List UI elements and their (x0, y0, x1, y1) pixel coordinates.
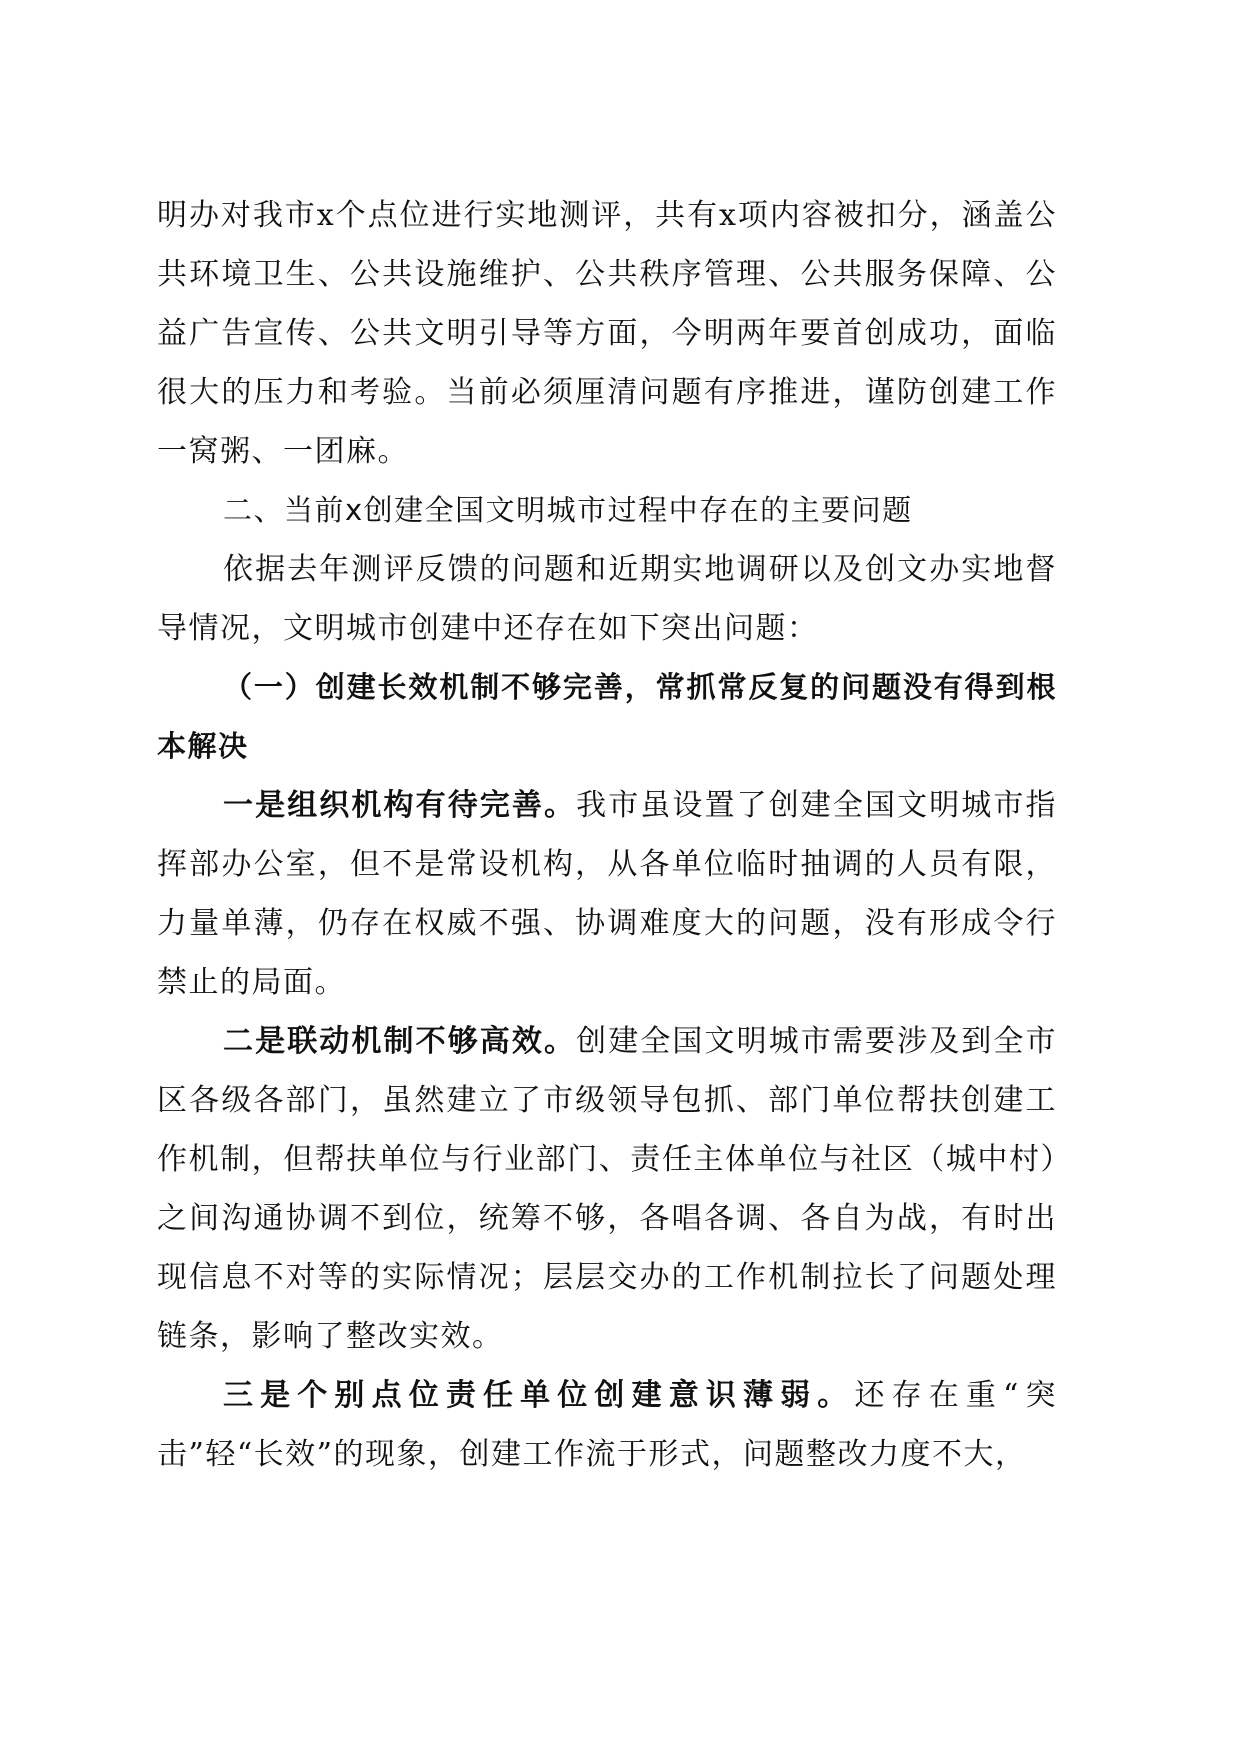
paragraph-organization (157, 776, 1057, 1012)
subsection-heading-mechanism: （一）创建长效机制不够完善，常抓常反复的问题没有得到根本解决 (157, 670, 1057, 763)
body-text-linkage: 创建全国文明城市需要涉及到全市区各级各部门，虽然建立了市级领导包抓、部门单位帮扶创建工作机制，但帮扶单位与行业部门、责任主体单位与社区（城中村）之间沟通协调不到位，统筹不够，各唱各调、各自为战，有时出现信息不对等的实际情况；层层交办的工作机制拉长了问题处理链条，影响了整改实效。 (157, 1024, 1058, 1354)
lead-sentence-linkage: 二是联动机制不够高效。 (223, 1024, 577, 1059)
paragraph-awareness (157, 1366, 1057, 1484)
paragraph-evaluation-context: 明办对我市x个点位进行实地测评，共有x项内容被扣分，涵盖公共环境卫生、公共设施维护、公共秩序管理、公共服务保障、公益广告宣传、公共文明引导等方面，今明两年要首创成功，面临很大的压力和考验。当前必须厘清问题有序推进，谨防创建工作一窝粥、一团麻。 (157, 198, 1057, 469)
paragraph-problem-intro: 依据去年测评反馈的问题和近期实地调研以及创文办实地督导情况，文明城市创建中还存在如下突出问题： (157, 552, 1057, 646)
body-text-organization: 我市虽设置了创建全国文明城市指挥部办公室，但不是常设机构，从各单位临时抽调的人员有限，力量单薄，仍存在权威不强、协调难度大的问题，没有形成令行禁止的局面。 (157, 788, 1058, 1000)
paragraph-linkage (157, 1012, 1057, 1366)
body-text-awareness: 还存在重“突击”轻“长效”的现象，创建工作流于形式，问题整改力度不大， (157, 1378, 1058, 1472)
lead-sentence-organization: 一是组织机构有待完善。 (223, 788, 577, 823)
section-heading-main-problems: 二、当前x创建全国文明城市过程中存在的主要问题 (223, 493, 913, 527)
document-page (157, 186, 1057, 1484)
lead-sentence-awareness: 三是个别点位责任单位创建意识薄弱。 (223, 1378, 855, 1413)
